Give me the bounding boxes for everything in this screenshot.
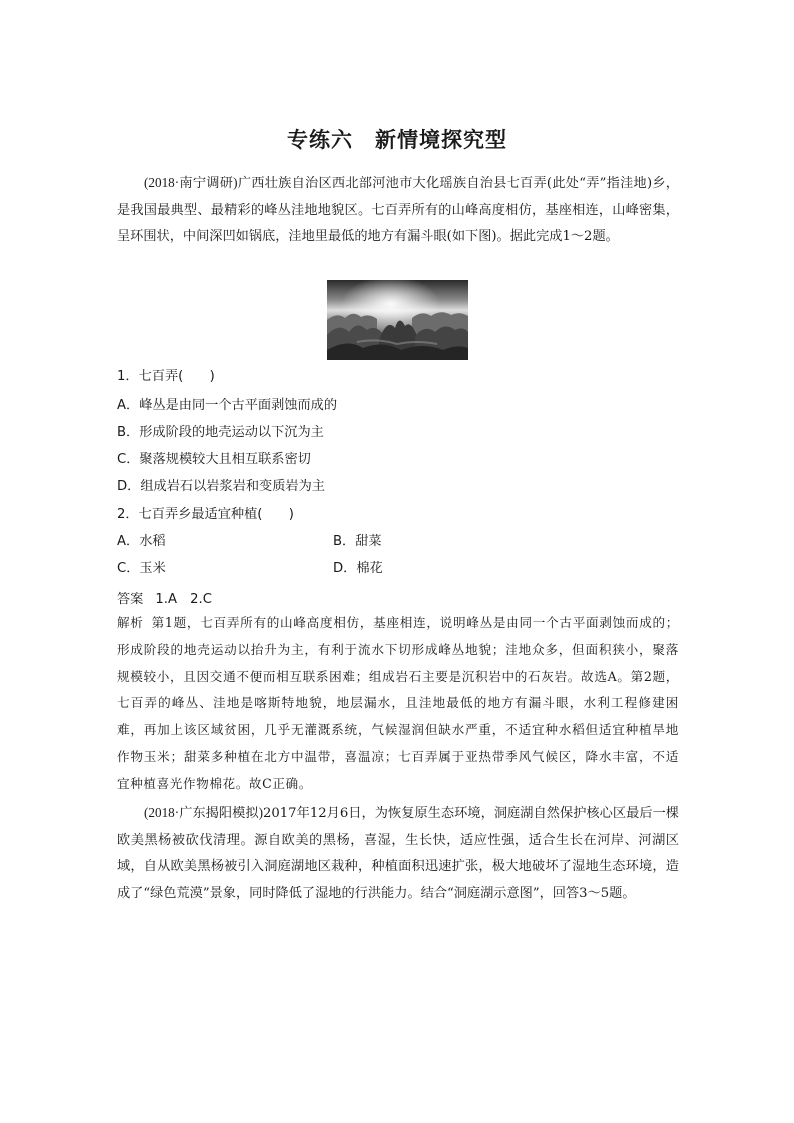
question-2-option-a: A．水稻 [117, 534, 166, 549]
intro-2-source: (2018·广东揭阳模拟) [144, 805, 263, 820]
intro-1-source: (2018·南宁调研) [144, 175, 238, 190]
analysis-text: 第1题，七百弄所有的山峰高度相仿，基座相连，说明峰丛是由同一个古平面剥蚀而成的；形成阶段的地壳运动以抬升为主，有利于流水下切形成峰丛地貌；洼地众多，但面积狭小，聚落规模较小，且因交通不便而相互联系困难；组成岩石主要是沉积岩中的石灰岩。故选A。第2题，七百弄的峰丛、洼地是喀斯特地貌，地层漏水，且洼地最低的地方有漏斗眼，水利工程修建困难，再加上该区域贫困，几乎无灌溉系统，气候湿润但缺水严重，不适宜种水稻但适宜种植旱地作物玉米；甜菜多种植在北方中温带，喜温凉；七百弄属于亚热带季风气候区，降水丰富，不适宜种植喜光作物棉花。故C正确。 [117, 615, 679, 791]
question-2-option-d: D．棉花 [333, 561, 383, 576]
question-2-option-c: C．玉米 [117, 561, 166, 576]
answer-line [117, 588, 212, 607]
question-1-stem: 1．七百弄( ) [117, 369, 215, 384]
question-1-option-d: D．组成岩石以岩浆岩和变质岩为主 [117, 479, 325, 494]
analysis-label: 解析 [117, 615, 144, 630]
analysis-paragraph [117, 610, 679, 798]
question-1-option-b: B．形成阶段的地壳运动以下沉为主 [117, 425, 324, 440]
question-1-option-a: A．峰丛是由同一个古平面剥蚀而成的 [117, 398, 338, 413]
answer-label: 答案 [117, 592, 144, 607]
question-1-option-c: C．聚落规模较大且相互联系密切 [117, 452, 311, 467]
karst-peak-cluster-photo [327, 280, 468, 360]
intro-paragraph-2 [117, 800, 679, 907]
question-2-stem: 2．七百弄乡最适宜种植( ) [117, 507, 294, 522]
intro-1-text: 广西壮族自治区西北部河池市大化瑶族自治县七百弄(此处“弄”指洼地)乡，是我国最典型、最精彩的峰丛洼地地貌区。七百弄所有的山峰高度相仿，基座相连，山峰密集，呈环围状，中间深凹如锅底，洼地里最低的地方有漏斗眼(如下图)。据此完成1～2题。 [117, 176, 679, 245]
page-title: 专练六 新情境探究型 [287, 128, 507, 152]
intro-2-text: 2017年12月6日，为恢复原生态环境，洞庭湖自然保护核心区最后一棵欧美黑杨被砍伐清理。源自欧美的黑杨，喜湿，生长快，适应性强，适合生长在河岸、河湖区域，自从欧美黑杨被引入洞庭湖地区栽种，种植面积迅速扩张，极大地破坏了湿地生态环境，造成了“绿色荒漠”景象，同时降低了湿地的行洪能力。结合“洞庭湖示意图”，回答3～5题。 [117, 806, 679, 901]
answer-text: 1.A 2.C [155, 592, 212, 607]
question-2-option-b: B．甜菜 [333, 534, 382, 549]
intro-paragraph-1 [117, 170, 679, 251]
karst-photo-graphic [327, 280, 468, 360]
